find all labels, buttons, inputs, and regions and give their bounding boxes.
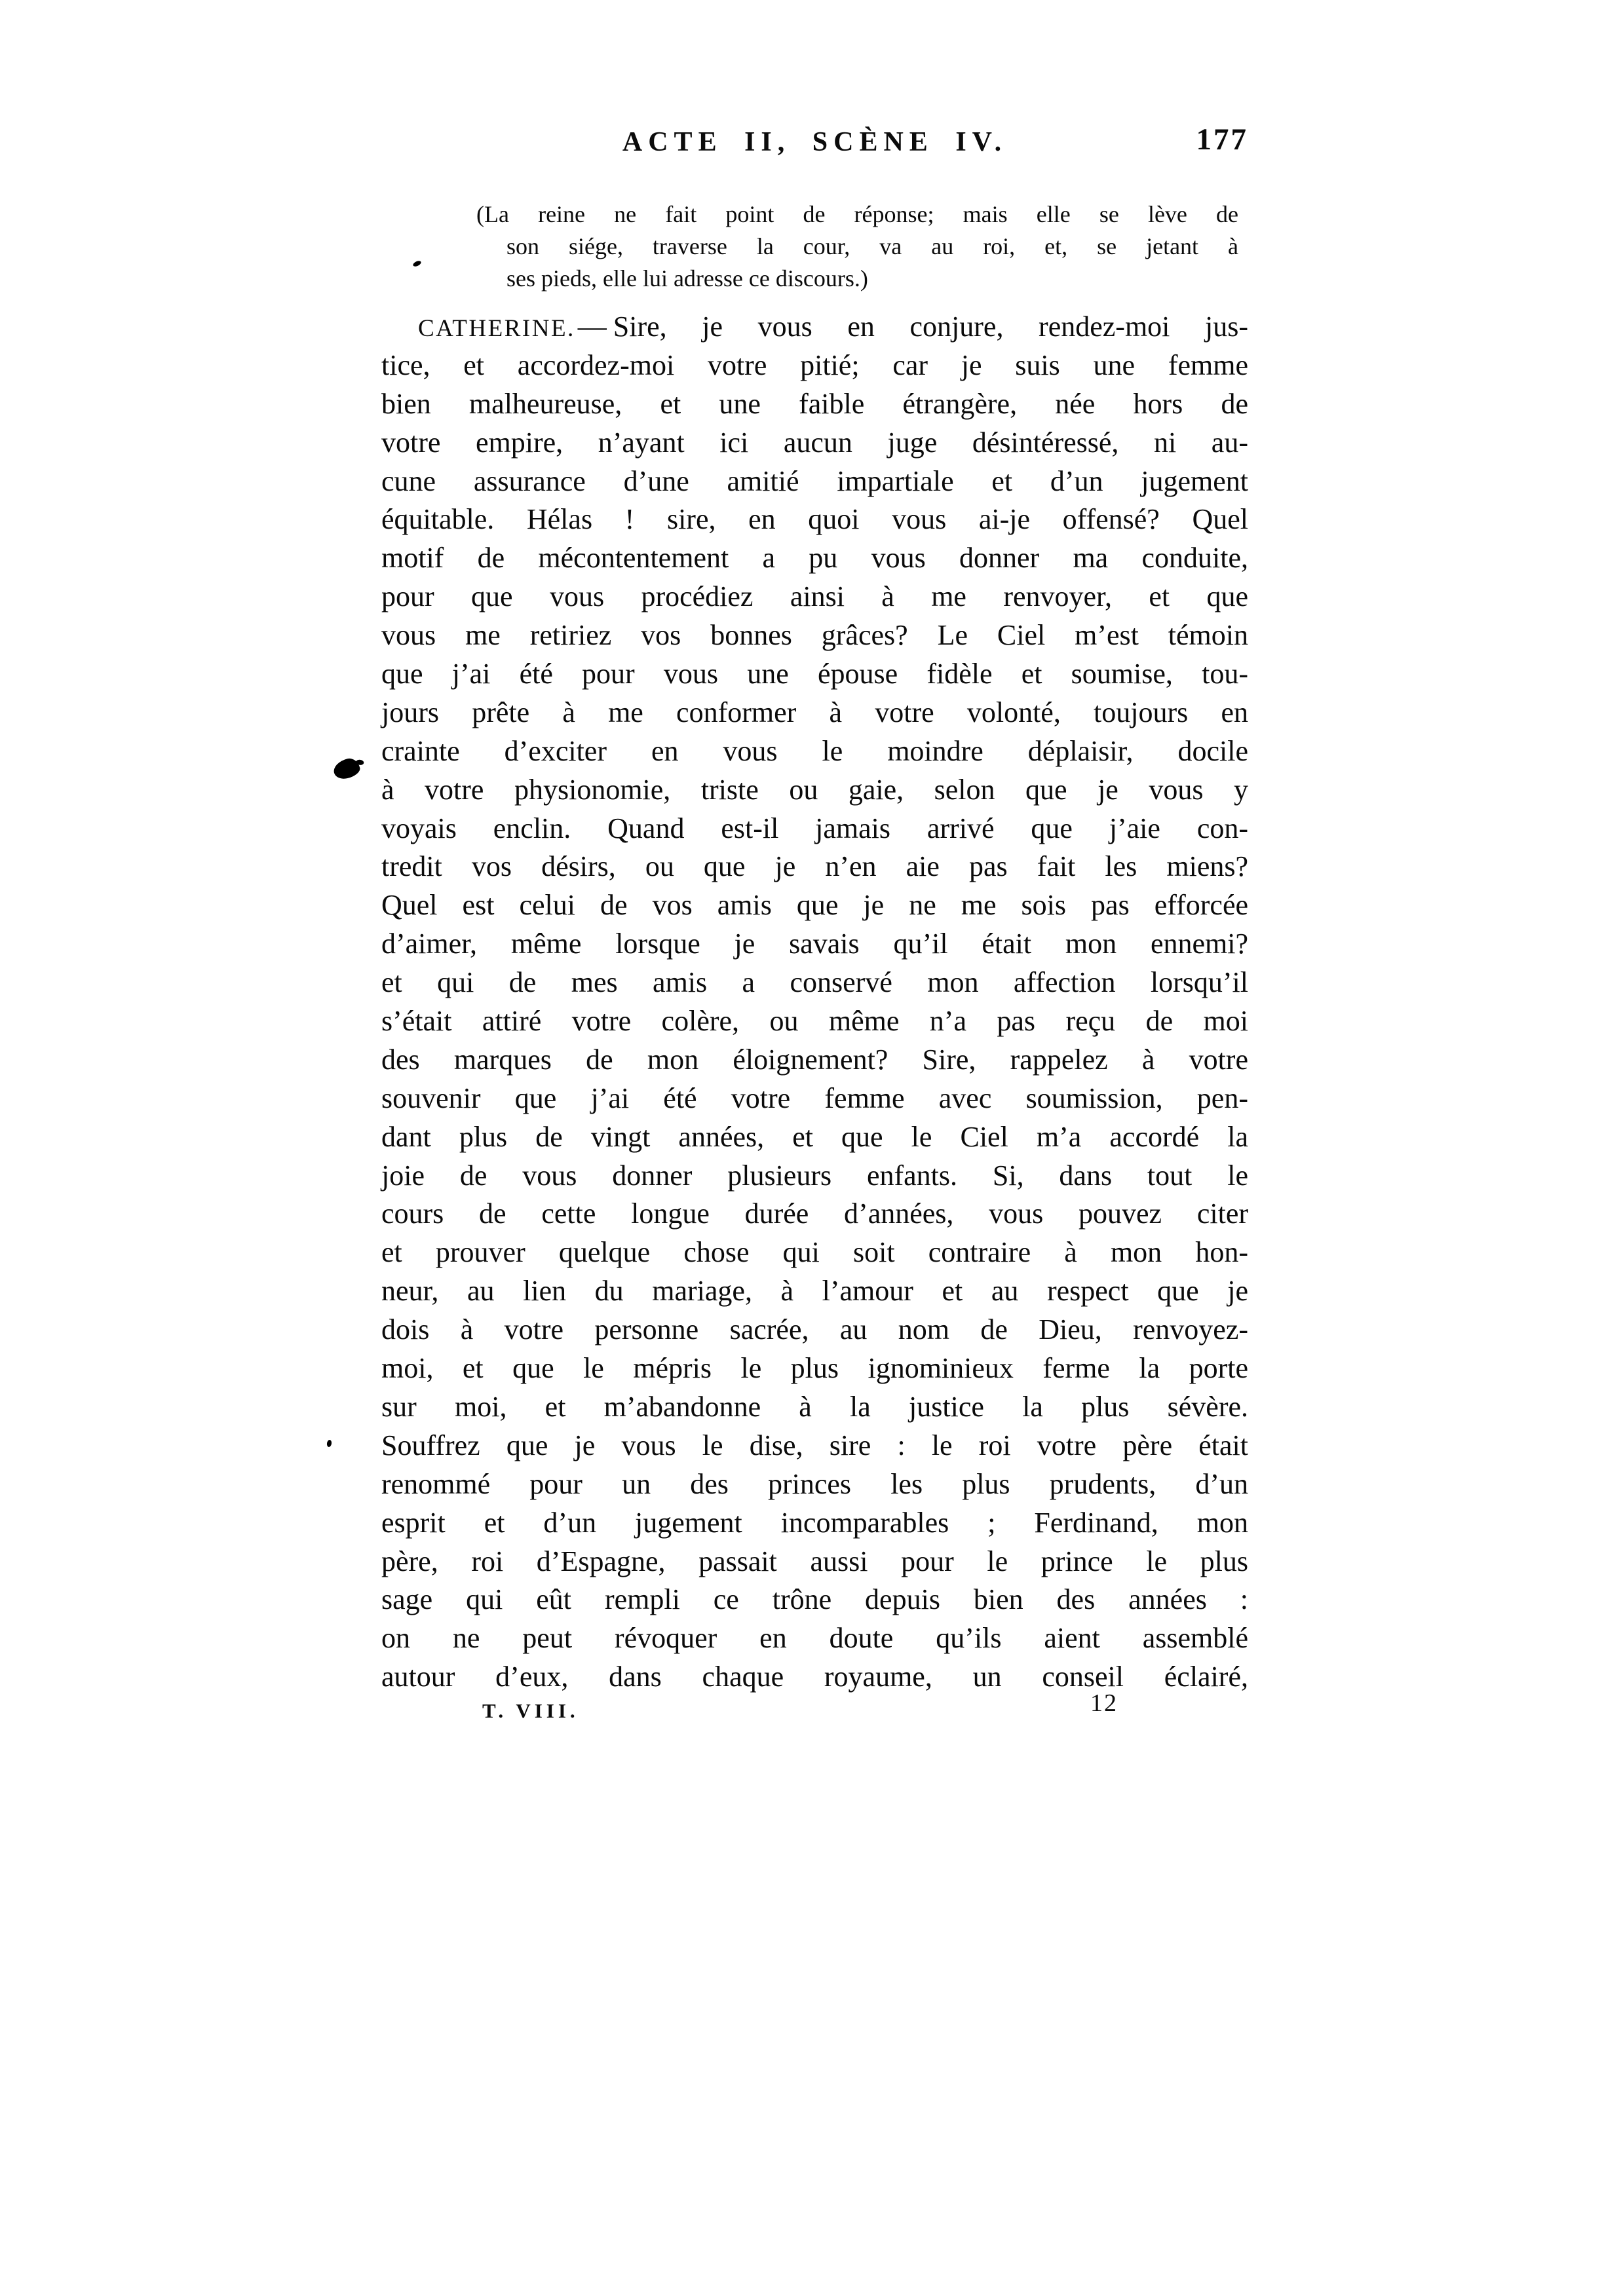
speech-line: motif de mécontentement a pu vous donner ma conduite, (381, 542, 1248, 574)
speech-line: crainte d’exciter en vous le moindre déplaisir, docile (381, 734, 1248, 767)
stage-direction-line: ses pieds, elle lui adresse ce discours.) (506, 265, 868, 292)
page-number: 177 (1196, 122, 1248, 157)
em-dash: — (577, 311, 607, 343)
speech-line: renommé pour un des princes les plus prudents, d’un (381, 1467, 1248, 1500)
speech-line: pour que vous procédiez ainsi à me renvoyer, et que (381, 580, 1248, 613)
speech-line: d’aimer, même lorsque je savais qu’il était mon ennemi? (381, 928, 1248, 960)
speech-line: bien malheureuse, et une faible étrangère, née hors de (381, 387, 1248, 420)
speech-line: dois à votre personne sacrée, au nom de Dieu, renvoyez- (381, 1313, 1248, 1346)
stage-direction-line: son siége, traverse la cour, va au roi, et, se jetant à (506, 233, 1238, 259)
speech-line: on ne peut révoquer en doute qu’ils aient assemblé (381, 1622, 1248, 1655)
speech-line: vous me retiriez vos bonnes grâces? Le Ciel m’est témoin (381, 619, 1248, 652)
speech-paragraph (381, 308, 1248, 1697)
running-head (381, 128, 1248, 156)
speech-lines (381, 347, 1248, 1697)
speech-first-line (381, 308, 1248, 347)
speech-line: Souffrez que je vous le dise, sire : le roi votre père était (381, 1429, 1248, 1461)
speech-line: voyais enclin. Quand est-il jamais arrivé que j’aie con- (381, 812, 1248, 844)
volume-mark: T. VIII. (482, 1699, 579, 1722)
stage-direction (476, 198, 1238, 295)
speech-line: et prouver quelque chose qui soit contraire à mon hon- (381, 1236, 1248, 1269)
speech-line: neur, au lien du mariage, à l’amour et au respect que je (381, 1275, 1248, 1308)
signature-number: 12 (1090, 1689, 1118, 1717)
speech-line: esprit et d’un jugement incomparables ; Ferdinand, mon (381, 1506, 1248, 1539)
speech-line: votre empire, n’ayant ici aucun juge désintéressé, ni au- (381, 426, 1248, 459)
speech-line: Quel est celui de vos amis que je ne me sois pas efforcée (381, 889, 1248, 922)
speaker-name: CATHERINE. (418, 315, 575, 342)
speech-line: tice, et accordez-moi votre pitié; car je suis une femme (381, 348, 1248, 381)
speech-line: à votre physionomie, triste ou gaie, selon que je vous y (381, 773, 1248, 806)
speech-line: dant plus de vingt années, et que le Ciel m’a accordé la (381, 1120, 1248, 1153)
speech-line: jours prête à me conformer à votre volonté, toujours en (381, 696, 1248, 728)
speech-line: souvenir que j’ai été votre femme avec soumission, pen- (381, 1082, 1248, 1114)
speech-line: tredit vos désirs, ou que je n’en aie pas fait les miens? (381, 850, 1248, 883)
header-title: ACTE II, SCÈNE IV. (622, 127, 1008, 157)
speech-line: sur moi, et m’abandonne à la justice la plus sévère. (381, 1390, 1248, 1423)
speech-line: cours de cette longue durée d’années, vous pouvez citer (381, 1197, 1248, 1230)
speech-line: que j’ai été pour vous une épouse fidèle et soumise, tou- (381, 658, 1248, 690)
speech-line: des marques de mon éloignement? Sire, rappelez à votre (381, 1043, 1248, 1076)
speech-line: autour d’eux, dans chaque royaume, un conseil éclairé, (381, 1661, 1248, 1693)
speech-line: moi, et que le mépris le plus ignominieux ferme la porte (381, 1352, 1248, 1385)
speech-line: et qui de mes amis a conservé mon affection lorsqu’il (381, 966, 1248, 999)
ink-speck (326, 1439, 332, 1447)
stage-direction-line: (La reine ne fait point de réponse; mais elle se lève de (476, 201, 1238, 227)
speech-line: sage qui eût rempli ce trône depuis bien des années : (381, 1583, 1248, 1616)
speech-line: joie de vous donner plusieurs enfants. Si, dans tout le (381, 1159, 1248, 1192)
speech-line: cune assurance d’une amitié impartiale et d’un jugement (381, 464, 1248, 497)
ink-blot-mark (332, 757, 362, 781)
speech-line: équitable. Hélas ! sire, en quoi vous ai-je offensé? Quel (381, 503, 1248, 536)
speech-first-line-text: Sire, je vous en conjure, rendez-moi jus- (613, 311, 1248, 343)
speech-line: père, roi d’Espagne, passait aussi pour le prince le plus (381, 1545, 1248, 1577)
speech-line: s’était attiré votre colère, ou même n’a pas reçu de moi (381, 1005, 1248, 1038)
ink-speck (412, 260, 422, 268)
